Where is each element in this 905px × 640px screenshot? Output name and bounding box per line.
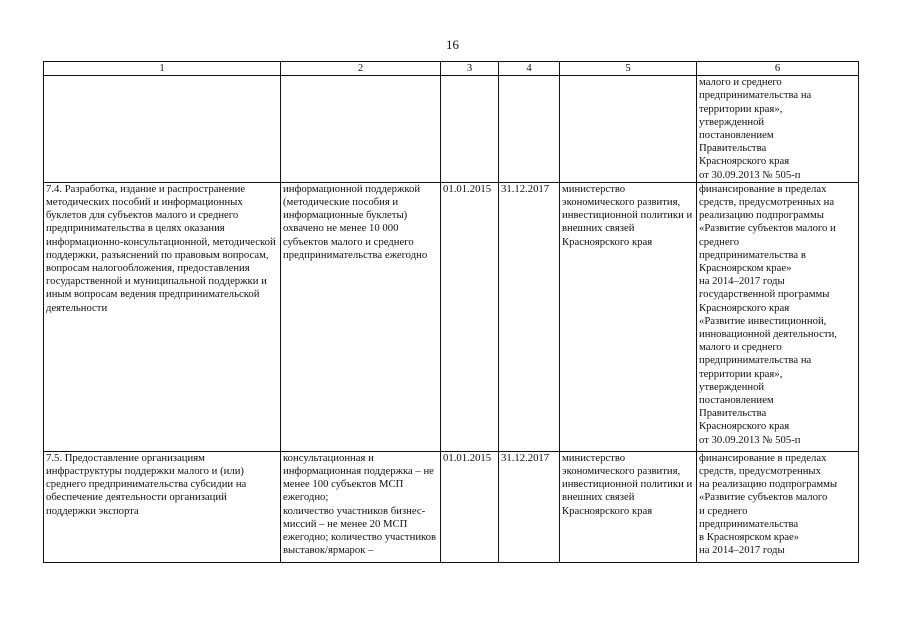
measure-cell: 7.5. Предоставление организациям инфраструктуры поддержки малого и (или) среднего предпринимательства субсидии на обеспечение деятельности организаций поддержки экспорта [44,451,281,562]
executor-cell: министерство экономического развития, инвестиционной политики и внешних связей Красноярского края [560,182,697,451]
measure-cell [44,76,281,183]
start-date-cell [441,76,499,183]
funding-cell: малого и среднего предпринимательства на территории края», утвержденной постановлением Правительства Красноярского края от 30.09.2013 № 505-п [697,76,859,183]
end-date-cell [499,76,560,183]
column-header-6: 6 [697,62,859,76]
measures-table [43,61,859,563]
indicator-cell: консультационная и информационная поддержка – не менее 100 субъектов МСП ежегодно; количество участников бизнес-миссий – не менее 20 МСП ежегодно; количество участников выставок/ярмарок – [281,451,441,562]
executor-cell: министерство экономического развития, инвестиционной политики и внешних связей Красноярского края [560,451,697,562]
start-date-cell: 01.01.2015 [441,451,499,562]
funding-cell: финансирование в пределах средств, предусмотренных на реализацию подпрограммы «Развитие субъектов малого и среднего предпринимательства в Красноярском крае» на 2014–2017 годы [697,451,859,562]
column-number-header-row [44,62,859,76]
indicator-cell [281,76,441,183]
end-date-cell: 31.12.2017 [499,182,560,451]
column-header-2: 2 [281,62,441,76]
measure-cell: 7.4. Разработка, издание и распространение методических пособий и информационных буклетов для субъектов малого и среднего предпринимательства в целях оказания информационно-консультационной, методической поддержки, разъяснений по правовым вопросам, вопросам налогообложения, предоставления государственной и муниципальной поддержки и иным вопросам ведения предпринимательской деятельности [44,182,281,451]
end-date-cell: 31.12.2017 [499,451,560,562]
start-date-cell: 01.01.2015 [441,182,499,451]
column-header-1: 1 [44,62,281,76]
funding-cell: финансирование в пределах средств, предусмотренных на реализацию подпрограммы «Развитие субъектов малого и среднего предпринимательства в Красноярском крае» на 2014–2017 годы государственной программы Красноярского края «Развитие инвестиционной, инновационной деятельности, малого и среднего предпринимательства на территории края», утвержденной постановлением Правительства Красноярского края от 30.09.2013 № 505-п [697,182,859,451]
executor-cell [560,76,697,183]
column-header-5: 5 [560,62,697,76]
page-number: 16 [446,37,459,52]
indicator-cell: информационной поддержкой (методические пособия и информационные буклеты) охвачено не менее 10 000 субъектов малого и среднего предпринимательства ежегодно [281,182,441,451]
table-row-7-5 [44,451,859,562]
table-row-7-4 [44,182,859,451]
table-row-continuation [44,76,859,183]
column-header-3: 3 [441,62,499,76]
column-header-4: 4 [499,62,560,76]
